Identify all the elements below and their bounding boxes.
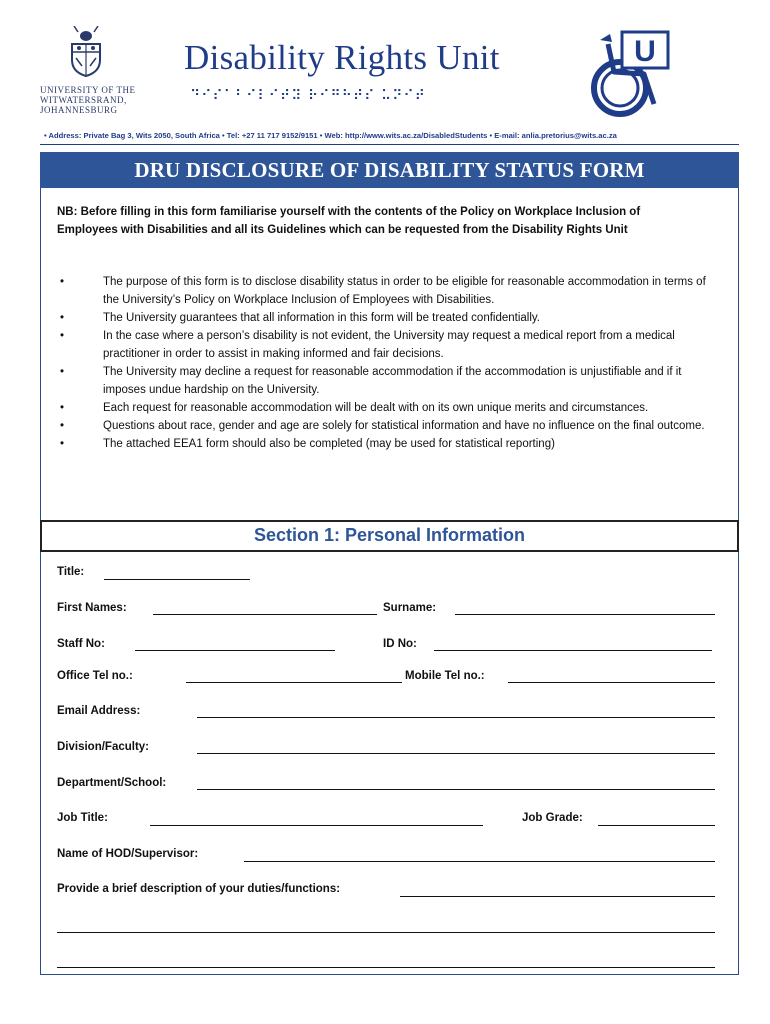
department-label: Department/School: xyxy=(57,777,167,789)
list-item xyxy=(57,417,717,435)
surname-label: Surname: xyxy=(383,602,437,614)
bullet-icon: • xyxy=(60,276,65,288)
hod-label: Name of HOD/Supervisor: xyxy=(57,848,199,860)
id-no-label: ID No: xyxy=(383,638,417,650)
university-name xyxy=(40,85,150,115)
bullet-text: Questions about race, gender and age are solely for statistical information and have no influence on the final outcome. xyxy=(103,420,705,432)
email-field[interactable] xyxy=(197,717,715,718)
nb-notice: NB: Before filling in this form familiarise yourself with the contents of the Policy on Workplace Inclusion of Employees with Disabilities and all its Guidelines which can be requested from the Disability Rights Unit xyxy=(57,206,641,236)
list-item xyxy=(57,309,717,327)
bullet-text: The University may decline a request for reasonable accommodation if the accommodation is unjustifiable and if it imposes undue hardship on the University. xyxy=(103,366,682,396)
university-name-line: JOHANNESBURG xyxy=(40,105,118,115)
bullet-text: The purpose of this form is to disclose disability status in order to be eligible for reasonable accommodation in terms of the University’s Policy on Workplace Inclusion of Employees with Disabilities. xyxy=(103,276,706,306)
braille-text: ⠙⠊⠎⠁⠃⠊⠇⠊⠞⠽ ⠗⠊⠛⠓⠞⠎ ⠥⠝⠊⠞ xyxy=(190,88,426,104)
bullet-icon: • xyxy=(60,366,65,378)
first-names-field[interactable] xyxy=(153,614,377,615)
form-title: DRU DISCLOSURE OF DISABILITY STATUS FORM xyxy=(134,158,645,182)
list-item xyxy=(57,435,717,453)
title-label: Title: xyxy=(57,566,85,578)
job-grade-field[interactable] xyxy=(598,825,715,826)
office-tel-label: Office Tel no.: xyxy=(57,670,133,682)
wheelchair-logo-icon xyxy=(582,30,670,120)
bullet-text: In the case where a person’s disability is not evident, the University may request a medical report from a medical practitioner in order to assist in making informed and fair decisions. xyxy=(103,330,675,360)
bullet-icon: • xyxy=(60,312,65,324)
id-no-field[interactable] xyxy=(434,650,712,651)
university-name-line: WITWATERSRAND, xyxy=(40,95,127,105)
first-names-label: First Names: xyxy=(57,602,127,614)
list-item xyxy=(57,399,717,417)
surname-field[interactable] xyxy=(455,614,715,615)
email-label: Email Address: xyxy=(57,705,141,717)
page-header xyxy=(0,0,770,140)
bullet-icon: • xyxy=(60,402,65,414)
job-grade-label: Job Grade: xyxy=(522,812,583,824)
duties-field[interactable] xyxy=(400,896,715,897)
division-field[interactable] xyxy=(197,753,715,754)
division-label: Division/Faculty: xyxy=(57,741,150,753)
bullet-icon: • xyxy=(60,420,65,432)
section-title: Section 1: Personal Information xyxy=(253,525,526,545)
university-crest-icon xyxy=(66,26,106,78)
staff-no-label: Staff No: xyxy=(57,638,105,650)
bullet-text: The attached EEA1 form should also be completed (may be used for statistical reporting) xyxy=(103,438,555,450)
university-name-line: UNIVERSITY OF THE xyxy=(40,85,136,95)
job-title-label: Job Title: xyxy=(57,812,108,824)
contact-address: • Address: Private Bag 3, Wits 2050, South Africa • Tel: +27 11 717 9152/9151 • Web: http://www.wits.ac.za/DisabledStudents • E-mail: anlia.pretorius@wits.ac.za xyxy=(44,131,617,140)
department-field[interactable] xyxy=(197,789,715,790)
title-field[interactable] xyxy=(104,579,250,580)
staff-no-field[interactable] xyxy=(135,650,335,651)
duties-field-line-3[interactable] xyxy=(57,967,715,968)
unit-title: Disability Rights Unit xyxy=(184,38,500,77)
duties-label: Provide a brief description of your duties/functions: xyxy=(57,883,341,895)
bullet-text: Each request for reasonable accommodation will be dealt with on its own unique merits and circumstances. xyxy=(103,402,649,414)
job-title-field[interactable] xyxy=(150,825,483,826)
bullet-list xyxy=(57,273,717,453)
bullet-text: The University guarantees that all information in this form will be treated confidentially. xyxy=(103,312,540,324)
bullet-icon: • xyxy=(60,438,65,450)
list-item xyxy=(57,273,717,309)
office-tel-field[interactable] xyxy=(186,682,402,683)
mobile-tel-label: Mobile Tel no.: xyxy=(405,670,485,682)
list-item xyxy=(57,363,717,399)
mobile-tel-field[interactable] xyxy=(508,682,715,683)
duties-field-line-2[interactable] xyxy=(57,932,715,933)
hod-field[interactable] xyxy=(244,861,715,862)
bullet-icon: • xyxy=(60,330,65,342)
logo-letter: U xyxy=(634,35,656,68)
header-divider xyxy=(40,144,739,145)
list-item xyxy=(57,327,717,363)
